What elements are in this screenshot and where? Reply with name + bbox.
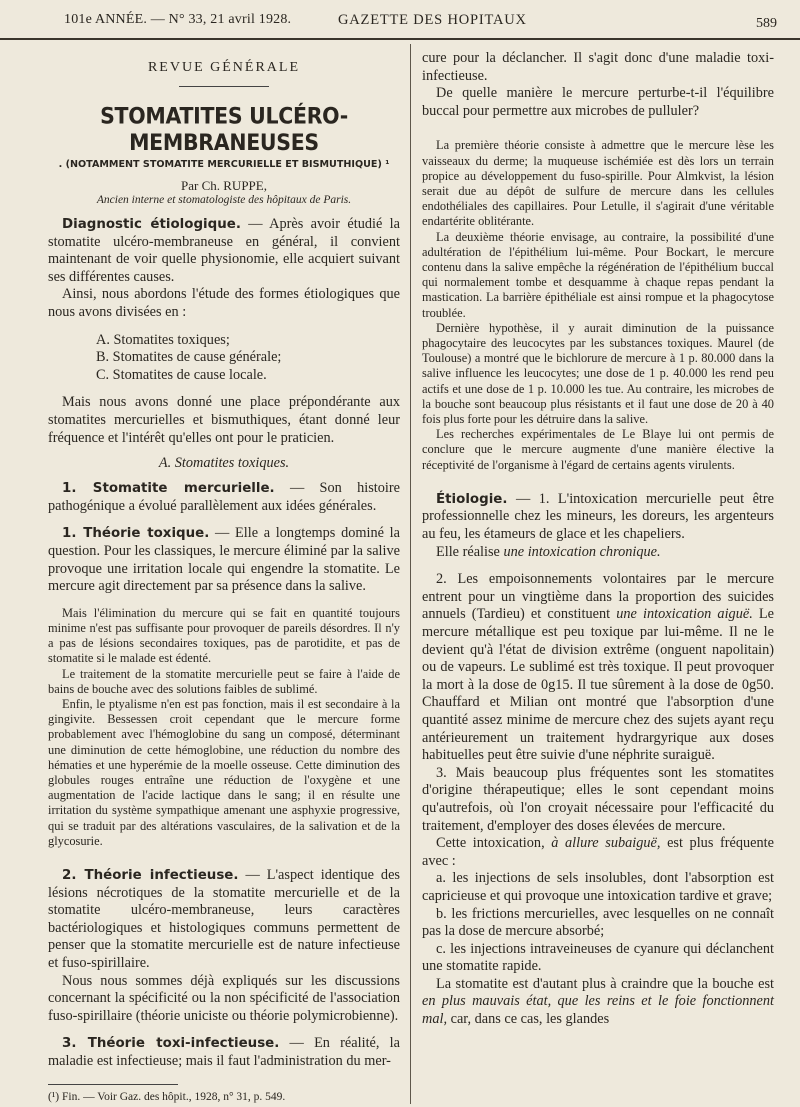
- small-paragraph: La première théorie consiste à admettre que le mercure lèse les vaisseaux du derme; la muqueuse ischémiée est dès lors un terrain propice au développement du fuso-spirille. Pour Almkvist, la lésion serait due au dépôt de sulfure de mercure dans les cellules endothéliales des capillaires. Pour Letulle, il s'agirait d'une véritable endartérite oblitérante.: [422, 138, 774, 229]
- paragraph-text: est plus fréquente avec :: [422, 835, 774, 869]
- paragraph-text: La stomatite est d'autant plus à craindre que la bouche est: [436, 975, 774, 992]
- small-paragraph: Les recherches expérimentales de Le Blaye lui ont permis de conclure que le mercure augmente d'une manière élective la réceptivité de l'organisme à l'égard de certains agents virulents.: [422, 427, 774, 472]
- paragraph: [422, 835, 774, 870]
- spacer: [48, 384, 400, 394]
- paragraph-text: — Son histoire pathogénique a évolué parallèlement aux idées générales.: [48, 480, 400, 514]
- italic-text: en plus mauvais état, que les reins et le foie fonctionnent mal,: [422, 993, 774, 1028]
- footnote-rule: [48, 1084, 178, 1085]
- run-in-heading: 1. Théorie toxique.: [62, 526, 210, 542]
- paragraph-text: Le mercure métallique est peu toxique par lui-même. Il ne le devient qu'à l'état de division extrême (onguent napolitain) ou de vapeurs. Le sublimé est très toxique. Il peut provoquer la mort à la dose de 0g15. Il tue sûrement à la dose de 0g50. Chauffard et Milian ont montré que l'absorption d'une quantité assez minime de mercure chez des sujets ayant reçu antérieurement un traitement hydrargyrique aux doses habituelles peut être suivie d'une néphrite suraiguë.: [422, 606, 774, 764]
- page-number: 589: [756, 16, 777, 31]
- article-subtitle: . (NOTAMMENT STOMATITE MERCURIELLE ET BISMUTHIQUE) ¹: [58, 159, 390, 170]
- paragraph-text: — En réalité, la maladie est infectieuse; mais il faut l'administration du mer-: [48, 1035, 400, 1069]
- footnote: (¹) Fin. — Voir Gaz. des hôpit., 1928, n° 31, p. 549.: [48, 1091, 286, 1104]
- author-role: Ancien interne et stomatologiste des hôpitaux de Paris.: [96, 194, 352, 206]
- small-paragraph: Enfin, le ptyalisme n'en est pas fonction, mais il est secondaire à la gingivite. Bessessen croit cependant que le mercure forme probablement avec l'hémoglobine du sang un composé, déterminant une diminution de cette hémoglobine, une réduction du nombre des hématies et une hyperémie de la moelle osseuse. Cette diminution des globules rouges entraîne une réduction de l'oxygène et une augmentation de l'acide lactique dans le sang; il en résulte une irritation du système sympathique amenant une asphyxie progressive, qui se traduit par des altérations vasculaires, de la salivation et de la glycosurie.: [48, 696, 400, 848]
- spacer: [48, 322, 400, 332]
- page-header: [0, 0, 800, 40]
- run-in-heading: 3. Théorie toxi-infectieuse.: [62, 1036, 280, 1052]
- paragraph: [422, 491, 774, 544]
- run-in-heading: Étiologie.: [436, 491, 508, 507]
- paragraph: [422, 571, 774, 765]
- paragraph: cure pour la déclancher. Il s'agit donc d'une maladie toxi-infectieuse.: [422, 50, 774, 84]
- paragraph-text: Elle réalise: [436, 543, 504, 560]
- spacer: [48, 1025, 400, 1035]
- issue-info: 101e ANNÉE. — N° 33, 21 avril 1928.: [64, 12, 292, 27]
- small-paragraph: La deuxième théorie envisage, au contraire, la possibilité d'une adultération de l'épithélium lui-même. Pour Bockart, le mercure contenu dans la salive empêche la régénération de l'épithélium buccal qui normalement tombe et desquamme à chaque repas pendant la mastication. La barrière épithéliale est ainsi rompue et la phagocytose troublée.: [422, 229, 774, 320]
- small-paragraph: Mais l'élimination du mercure qui se fait en quantité toujours minime n'est pas suffisante pour provoquer de pareils désordres. Il n'y a pas de lésions secondaires toxiques, pas de parotidite, et pas de stomatite si le malade est édenté.: [48, 605, 400, 666]
- run-in-heading: Diagnostic étiologique.: [62, 217, 241, 232]
- section-label: REVUE GÉNÉRALE: [147, 60, 301, 75]
- column-divider: [410, 44, 411, 1104]
- section-rule: [179, 86, 269, 87]
- paragraph-text: — L'aspect identique des lésions nécrotiques de la stomatite mercurielle et de la stomatite ulcéro-membraneuse, leurs caractères bactériologiques et histologiques communs permettent de penser que la stomatite mercurielle est de nature infectieuse et fuso-spirillaire.: [48, 866, 400, 971]
- spacer: [422, 561, 774, 571]
- run-in-heading: 1. Stomatite mercurielle.: [62, 481, 275, 497]
- paragraph: 3. Mais beaucoup plus fréquentes sont les stomatites d'origine thérapeutique; elles le sont cependant moins qu'autrefois, où l'on croyait nécessaire pour l'efficacité du traitement, d'employer des doses élevées de mercure.: [422, 764, 774, 834]
- paragraph-text: 2. Les empoisonnements volontaires par le mercure entrent pour un vingtième dans la proportion des suicides annuels (Tardieu) et constituent: [422, 571, 774, 623]
- paragraph-text: — Après avoir étudié la stomatite ulcéro-membraneuse en général, il convient maintenant de voir quelle physionomie, elle acquiert suivant ses différentes causes.: [48, 216, 400, 285]
- paragraph: Ainsi, nous abordons l'étude des formes étiologiques que nous avons divisées en :: [48, 286, 400, 320]
- spacer: [48, 515, 400, 525]
- paragraph-text: Cette intoxication,: [436, 835, 552, 852]
- left-column: [48, 50, 400, 1103]
- small-paragraph: Dernière hypothèse, il y aurait diminution de la puissance phagocytaire des leucocytes par les substances toxiques. Maurel (de Toulouse) a montré que le bichlorure de mercure à 1 p. 80.000 dans la salive influence les leucocytes; une dose de 1 p. 40.000 les rend peu actifs et une dose de 1 p. 10.000 les tue. Au contraire, les microbes de la bouche sont beaucoup plus résistants et il faut une dose de 20 à 40 fois plus forte pour les détruire dans la salive.: [422, 320, 774, 427]
- paragraph-text: — 1. L'intoxication mercurielle peut être professionnelle chez les mineurs, les doreurs, les argenteurs au feu, les étameurs de glace et les chapeliers.: [422, 490, 774, 543]
- spacer: [422, 473, 774, 491]
- right-column: [422, 50, 774, 1029]
- list-item: C. Stomatites de cause locale.: [96, 366, 267, 383]
- italic-text: une intoxication chronique.: [503, 543, 661, 560]
- list-item: A. Stomatites toxiques;: [96, 331, 230, 348]
- spacer: [422, 120, 774, 138]
- paragraph: [48, 480, 400, 515]
- italic-text: une intoxication aiguë.: [616, 606, 753, 623]
- paragraph-text: — Elle a longtemps dominé la question. Pour les classiques, le mercure éliminé par la salive provoque une irritation locale qui engendre la stomatite. Le mercure agit directement par sa présence dans la salive.: [48, 525, 400, 595]
- italic-text: à allure subaiguë,: [551, 835, 661, 852]
- paragraph: [422, 544, 774, 562]
- small-paragraph: Le traitement de la stomatite mercurielle peut se faire à l'aide de bains de bouche avec des solutions faibles de sublimé.: [48, 666, 400, 696]
- author-name: Par Ch. RUPPE,: [181, 178, 267, 193]
- paragraph: [48, 1035, 400, 1070]
- paragraph: [48, 216, 400, 286]
- paragraph: Nous nous sommes déjà expliqués sur les discussions concernant la spécificité ou la non spécificité de l'association fuso-spirillaire (théorie uniciste ou théorie polymicrobienne).: [48, 972, 400, 1024]
- paragraph: De quelle manière le mercure perturbe-t-il l'équilibre buccal pour permettre aux microbes de pulluler?: [422, 85, 774, 119]
- spacer: [48, 596, 400, 606]
- article-title: STOMATITES ULCÉRO-MEMBRANEUSES: [100, 102, 348, 156]
- paragraph: [422, 976, 774, 1029]
- subsection-heading: A. Stomatites toxiques.: [158, 455, 290, 472]
- list-item: B. Stomatites de cause générale;: [96, 349, 282, 366]
- run-in-heading: 2. Théorie infectieuse.: [62, 867, 239, 883]
- spacer: [48, 849, 400, 867]
- paragraph: Mais nous avons donné une place prépondérante aux stomatites mercurielles et bismuthiques, étant donné leur fréquence et l'intérêt qu'elles ont pour le praticien.: [48, 394, 400, 446]
- list-item: a. les injections de sels insolubles, dont l'absorption est capricieuse et qui provoque une intoxication tardive et grave;: [422, 870, 774, 904]
- journal-title: GAZETTE DES HOPITAUX: [338, 12, 527, 28]
- paragraph-text: car, dans ce cas, les glandes: [447, 1011, 610, 1028]
- paragraph: [48, 867, 400, 973]
- list-item: c. les injections intraveineuses de cyanure qui déclanchent une stomatite rapide.: [422, 940, 774, 975]
- list-item: b. les frictions mercurielles, avec lesquelles on ne connaît pas la dose de mercure absorbé;: [422, 905, 774, 940]
- paragraph: [48, 525, 400, 595]
